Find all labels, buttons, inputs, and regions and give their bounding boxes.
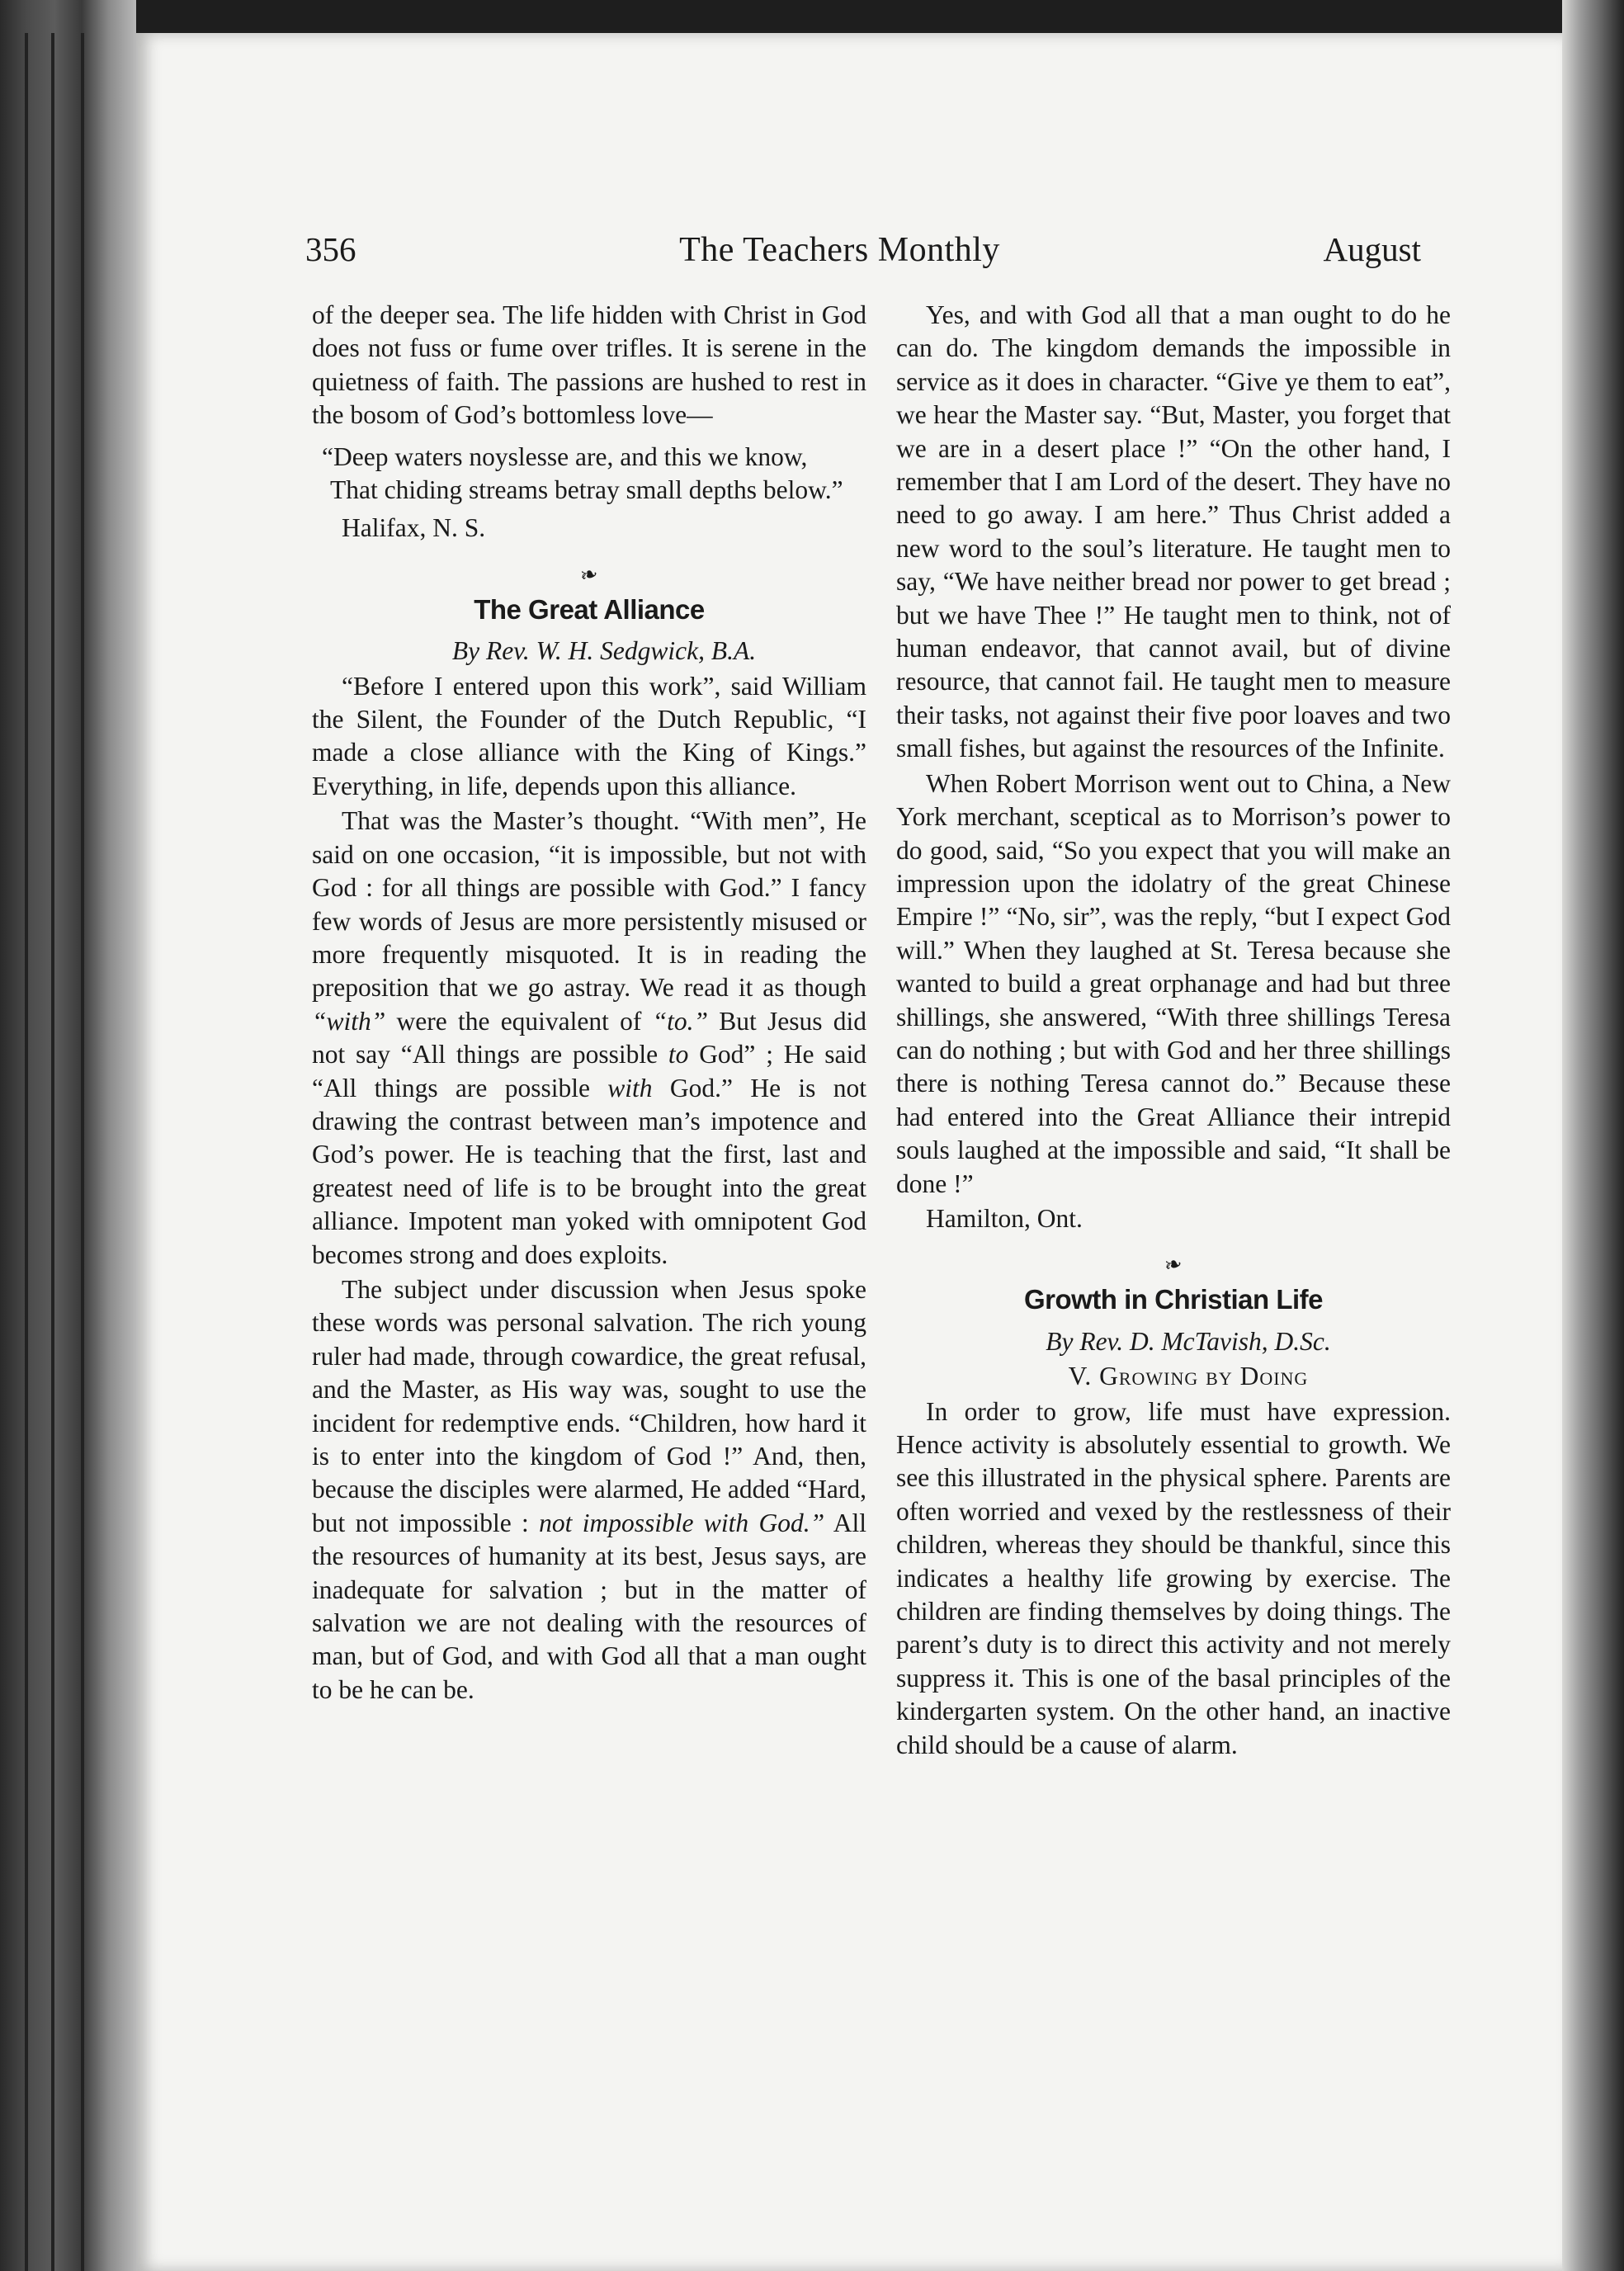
paragraph: “Before I entered upon this work”, said William the Silent, the Founder of the Dutch Republic, “I made a close alliance with the King of Kings.” Everything, in life, depends upon this alliance. [312, 671, 866, 800]
issue-month: August [1323, 230, 1421, 268]
book-edge-right [1562, 0, 1624, 2271]
page-edge-line [81, 33, 84, 2271]
page-edge-line [51, 33, 54, 2271]
paragraph [312, 1273, 866, 1707]
poem-line: That chiding streams betray small depths below.” [330, 475, 843, 505]
paragraph: of the deeper sea. The life hidden with Christ in God does not fuss or fume over trifles. It is serene in the quietness of faith. The passions are hushed to rest in the bosom of God’s bottomless love— [312, 300, 866, 430]
book-binding-left [0, 0, 136, 2271]
italic-text: “with” [312, 1006, 386, 1036]
text-run: God” ; He said “All things are possible [312, 1040, 866, 1102]
right-column [896, 299, 1451, 1763]
ornament-icon [312, 557, 866, 588]
fleuron-icon: ❧ [578, 560, 601, 588]
article-byline: By Rev. W. H. Sedgwick, B.A. [451, 636, 757, 666]
paragraph: Yes, and with God all that a man ought to do he can do. The kingdom demands the impossible in service as it does in character. “Give ye them to eat”, we hear the Master say. “But, Master, you forget that we are in a desert place !” “On the other hand, I remember that I am Lord of the desert. They have no need to go away. I am here.” Thus Christ added a new word to the soul’s literature. He taught men to say, “We have neither bread nor power to get bread ; but we have Thee !” He taught men to think, not of human endeavor, that cannot avail, but of divine resource, that cannot fail. He taught men to measure their tasks, not against their five poor loaves and two small fishes, but against the resources of the Infinite. [896, 300, 1451, 763]
italic-text: to [668, 1040, 689, 1069]
fleuron-icon: ❧ [1162, 1251, 1185, 1279]
italic-text: with [607, 1073, 653, 1102]
text-run: were the equivalent of [385, 1006, 653, 1036]
text-run: God.” He is not drawing the contrast between man’s impotence and God’s power. He is teaching that the first, last and greatest need of life is to be brought into the great alliance. Impotent man yoked with omnipotent God becomes strong and does exploits. [312, 1073, 866, 1269]
journal-title: The Teachers Monthly [679, 231, 1000, 269]
italic-text: not impossible with God.” [539, 1508, 825, 1537]
paragraph: In order to grow, life must have expression. Hence activity is absolutely essential to growth. We see this illustrated in the physical sphere. Parents are often worried and vexed by the restlessness of their children, whereas they should be thankful, since this indicates a healthy life growing by exercise. The children are finding themselves by doing things. The parent’s duty is to direct this activity and not merely suppress it. This is one of the basal principles of the kindergarten system. On the other hand, an inactive child should be a cause of alarm. [896, 1396, 1451, 1759]
running-header [305, 229, 1421, 270]
paragraph: When Robert Morrison went out to China, a New York merchant, sceptical as to Morrison’s power to do good, said, “So you expect that you will make an impression upon the idolatry of the great Chinese Empire !” “No, sir”, was the reply, “but I expect God will.” When they laughed at St. Teresa because she wanted to build a great orphanage and had but three shillings, she answered, “With three shillings Teresa can do nothing ; but with God and her three shillings there is nothing Teresa cannot do.” Because these had entered into the Great Alliance their intrepid souls laughed at the impossible and said, “It shall be done !” [896, 768, 1451, 1198]
text-run: But Jesus did not say “All things are possible [312, 1006, 866, 1069]
article-byline: By Rev. D. McTavish, D.Sc. [1046, 1326, 1331, 1356]
paragraph [312, 805, 866, 1272]
ornament-icon [896, 1247, 1451, 1279]
section-subheading: V. Growing by Doing [1068, 1362, 1309, 1391]
place-signature: Hamilton, Ont. [926, 1203, 1083, 1233]
italic-text: “to.” [652, 1006, 709, 1036]
article-title: Growth in Christian Life [1023, 1284, 1323, 1315]
text-run: All the resources of humanity at its best, Jesus says, are inadequate for salvation ; but in the matter of salvation we are not dealing with the resources of man, but of God, and with God all that a man ought to be he can be. [312, 1508, 867, 1704]
poem-quote [312, 441, 866, 508]
page-number: 356 [305, 230, 356, 268]
place-signature: Halifax, N. S. [342, 513, 486, 543]
left-column [312, 299, 866, 1708]
text-run: That was the Master’s thought. “With men”, He said on one occasion, “it is impossible, but not with God : for all things are possible with God.” I fancy few words of Jesus are more persistently misused or more frequently misquoted. It is in reading the preposition that we go astray. We read it as though [312, 806, 866, 1003]
text-run: The subject under discussion when Jesus spoke these words was personal salvation. The rich young ruler had made, through cowardice, the great refusal, and the Master, as His way was, sought to use the incident for redemptive ends. “Children, how hard it is to enter into the kingdom of God !” And, then, because the disciples were alarmed, He added “Hard, but not impossible : [312, 1274, 866, 1537]
page-edge-line [25, 33, 28, 2271]
article-title: The Great Alliance [474, 593, 705, 625]
poem-line: “Deep waters noyslesse are, and this we know, [322, 441, 808, 471]
